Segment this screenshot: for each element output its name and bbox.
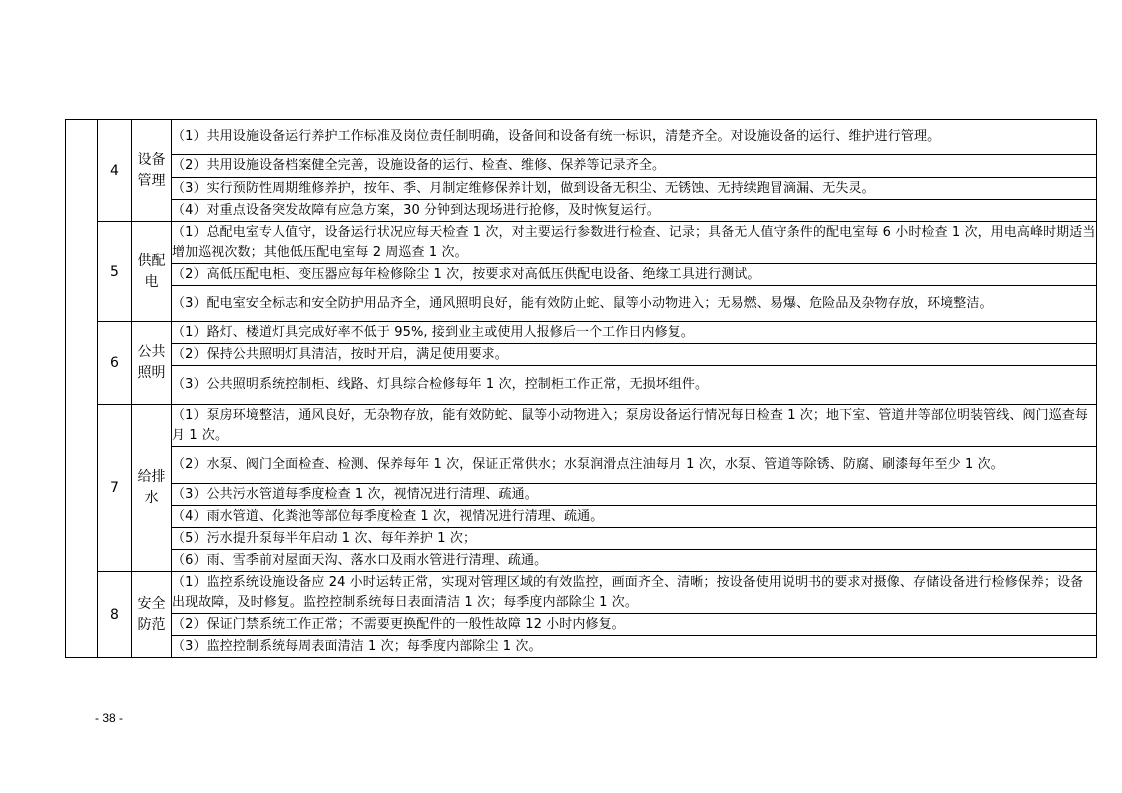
table-row [66, 447, 1097, 484]
table-row [66, 264, 1097, 286]
requirement-item: （2）保证门禁系统工作正常；不需要更换配件的一般性故障 12 小时内修复。 [172, 614, 1097, 636]
requirement-item: （3）监控控制系统每周表面清洁 1 次；每季度内部除尘 1 次。 [172, 636, 1097, 658]
requirement-item: （3）配电室安全标志和安全防护用品齐全，通风照明良好，能有效防止蛇、鼠等小动物进入；无易燃、易爆、危险品及杂物存放，环境整洁。 [172, 286, 1097, 322]
requirement-item: （4）对重点设备突发故障有应急方案，30 分钟到达现场进行抢修，及时恢复运行。 [172, 200, 1097, 222]
table-row [66, 322, 1097, 344]
table-row [66, 344, 1097, 366]
section-category: 供配电 [132, 222, 172, 322]
requirement-item: （6）雨、雪季前对屋面天沟、落水口及雨水管进行清理、疏通。 [172, 550, 1097, 572]
table-row [66, 506, 1097, 528]
section-category: 安全防范 [132, 572, 172, 658]
requirement-item: （4）雨水管道、化粪池等部位每季度检查 1 次，视情况进行清理、疏通。 [172, 506, 1097, 528]
requirement-item: （5）污水提升泵每半年启动 1 次、每年养护 1 次； [172, 528, 1097, 550]
requirement-item: （3）公共污水管道每季度检查 1 次，视情况进行清理、疏通。 [172, 484, 1097, 506]
table-row [66, 550, 1097, 572]
section-number: 7 [98, 405, 132, 572]
blank-column-cell [66, 120, 98, 658]
table-row [66, 405, 1097, 447]
table-row [66, 200, 1097, 222]
requirement-item: （3）公共照明系统控制柜、线路、灯具综合检修每年 1 次，控制柜工作正常，无损坏组件。 [172, 366, 1097, 405]
table-row [66, 572, 1097, 614]
requirement-item: （1）共用设施设备运行养护工作标准及岗位责任制明确，设备间和设备有统一标识，清楚齐全。对设施设备的运行、维护进行管理。 [172, 120, 1097, 155]
requirement-item: （2）高低压配电柜、变压器应每年检修除尘 1 次，按要求对高低压供配电设备、绝缘工具进行测试。 [172, 264, 1097, 286]
table-row [66, 155, 1097, 178]
section-number: 6 [98, 322, 132, 405]
table-row [66, 120, 1097, 155]
table-row [66, 286, 1097, 322]
table-row [66, 178, 1097, 200]
requirement-item: （2）水泵、阀门全面检查、检测、保养每年 1 次，保证正常供水；水泵润滑点注油每月 1 次，水泵、管道等除锈、防腐、刷漆每年至少 1 次。 [172, 447, 1097, 484]
section-number: 4 [98, 120, 132, 222]
section-number: 8 [98, 572, 132, 658]
standards-table [65, 119, 1097, 658]
requirement-item: （1）泵房环境整洁，通风良好，无杂物存放，能有效防蛇、鼠等小动物进入；泵房设备运行情况每日检查 1 次；地下室、管道井等部位明装管线、阀门巡查每月 1 次。 [172, 405, 1097, 447]
requirement-item: （3）实行预防性周期维修养护，按年、季、月制定维修保养计划，做到设备无积尘、无锈蚀、无持续跑冒滴漏、无失灵。 [172, 178, 1097, 200]
section-category: 公共照明 [132, 322, 172, 405]
table-row [66, 484, 1097, 506]
section-category: 设备管理 [132, 120, 172, 222]
requirement-item: （1）监控系统设施设备应 24 小时运转正常，实现对管理区域的有效监控，画面齐全、清晰；按设备使用说明书的要求对摄像、存储设备进行检修保养；设备出现故障，及时修复。监控控制系统每日表面清洁 1 次；每季度内部除尘 1 次。 [172, 572, 1097, 614]
table-row [66, 614, 1097, 636]
section-category: 给排水 [132, 405, 172, 572]
table-row [66, 528, 1097, 550]
requirement-item: （1）路灯、楼道灯具完成好率不低于 95%, 接到业主或使用人报修后一个工作日内修复。 [172, 322, 1097, 344]
requirement-item: （2）保持公共照明灯具清洁，按时开启，满足使用要求。 [172, 344, 1097, 366]
requirement-item: （1）总配电室专人值守，设备运行状况应每天检查 1 次，对主要运行参数进行检查、记录；具备无人值守条件的配电室每 6 小时检查 1 次，用电高峰时期适当增加巡视次数；其他低压配电室每 2 周巡查 1 次。 [172, 222, 1097, 264]
requirement-item: （2）共用设施设备档案健全完善，设施设备的运行、检查、维修、保养等记录齐全。 [172, 155, 1097, 178]
table-row [66, 636, 1097, 658]
table-row [66, 222, 1097, 264]
table-row [66, 366, 1097, 405]
page-number: - 38 - [95, 711, 124, 725]
section-number: 5 [98, 222, 132, 322]
